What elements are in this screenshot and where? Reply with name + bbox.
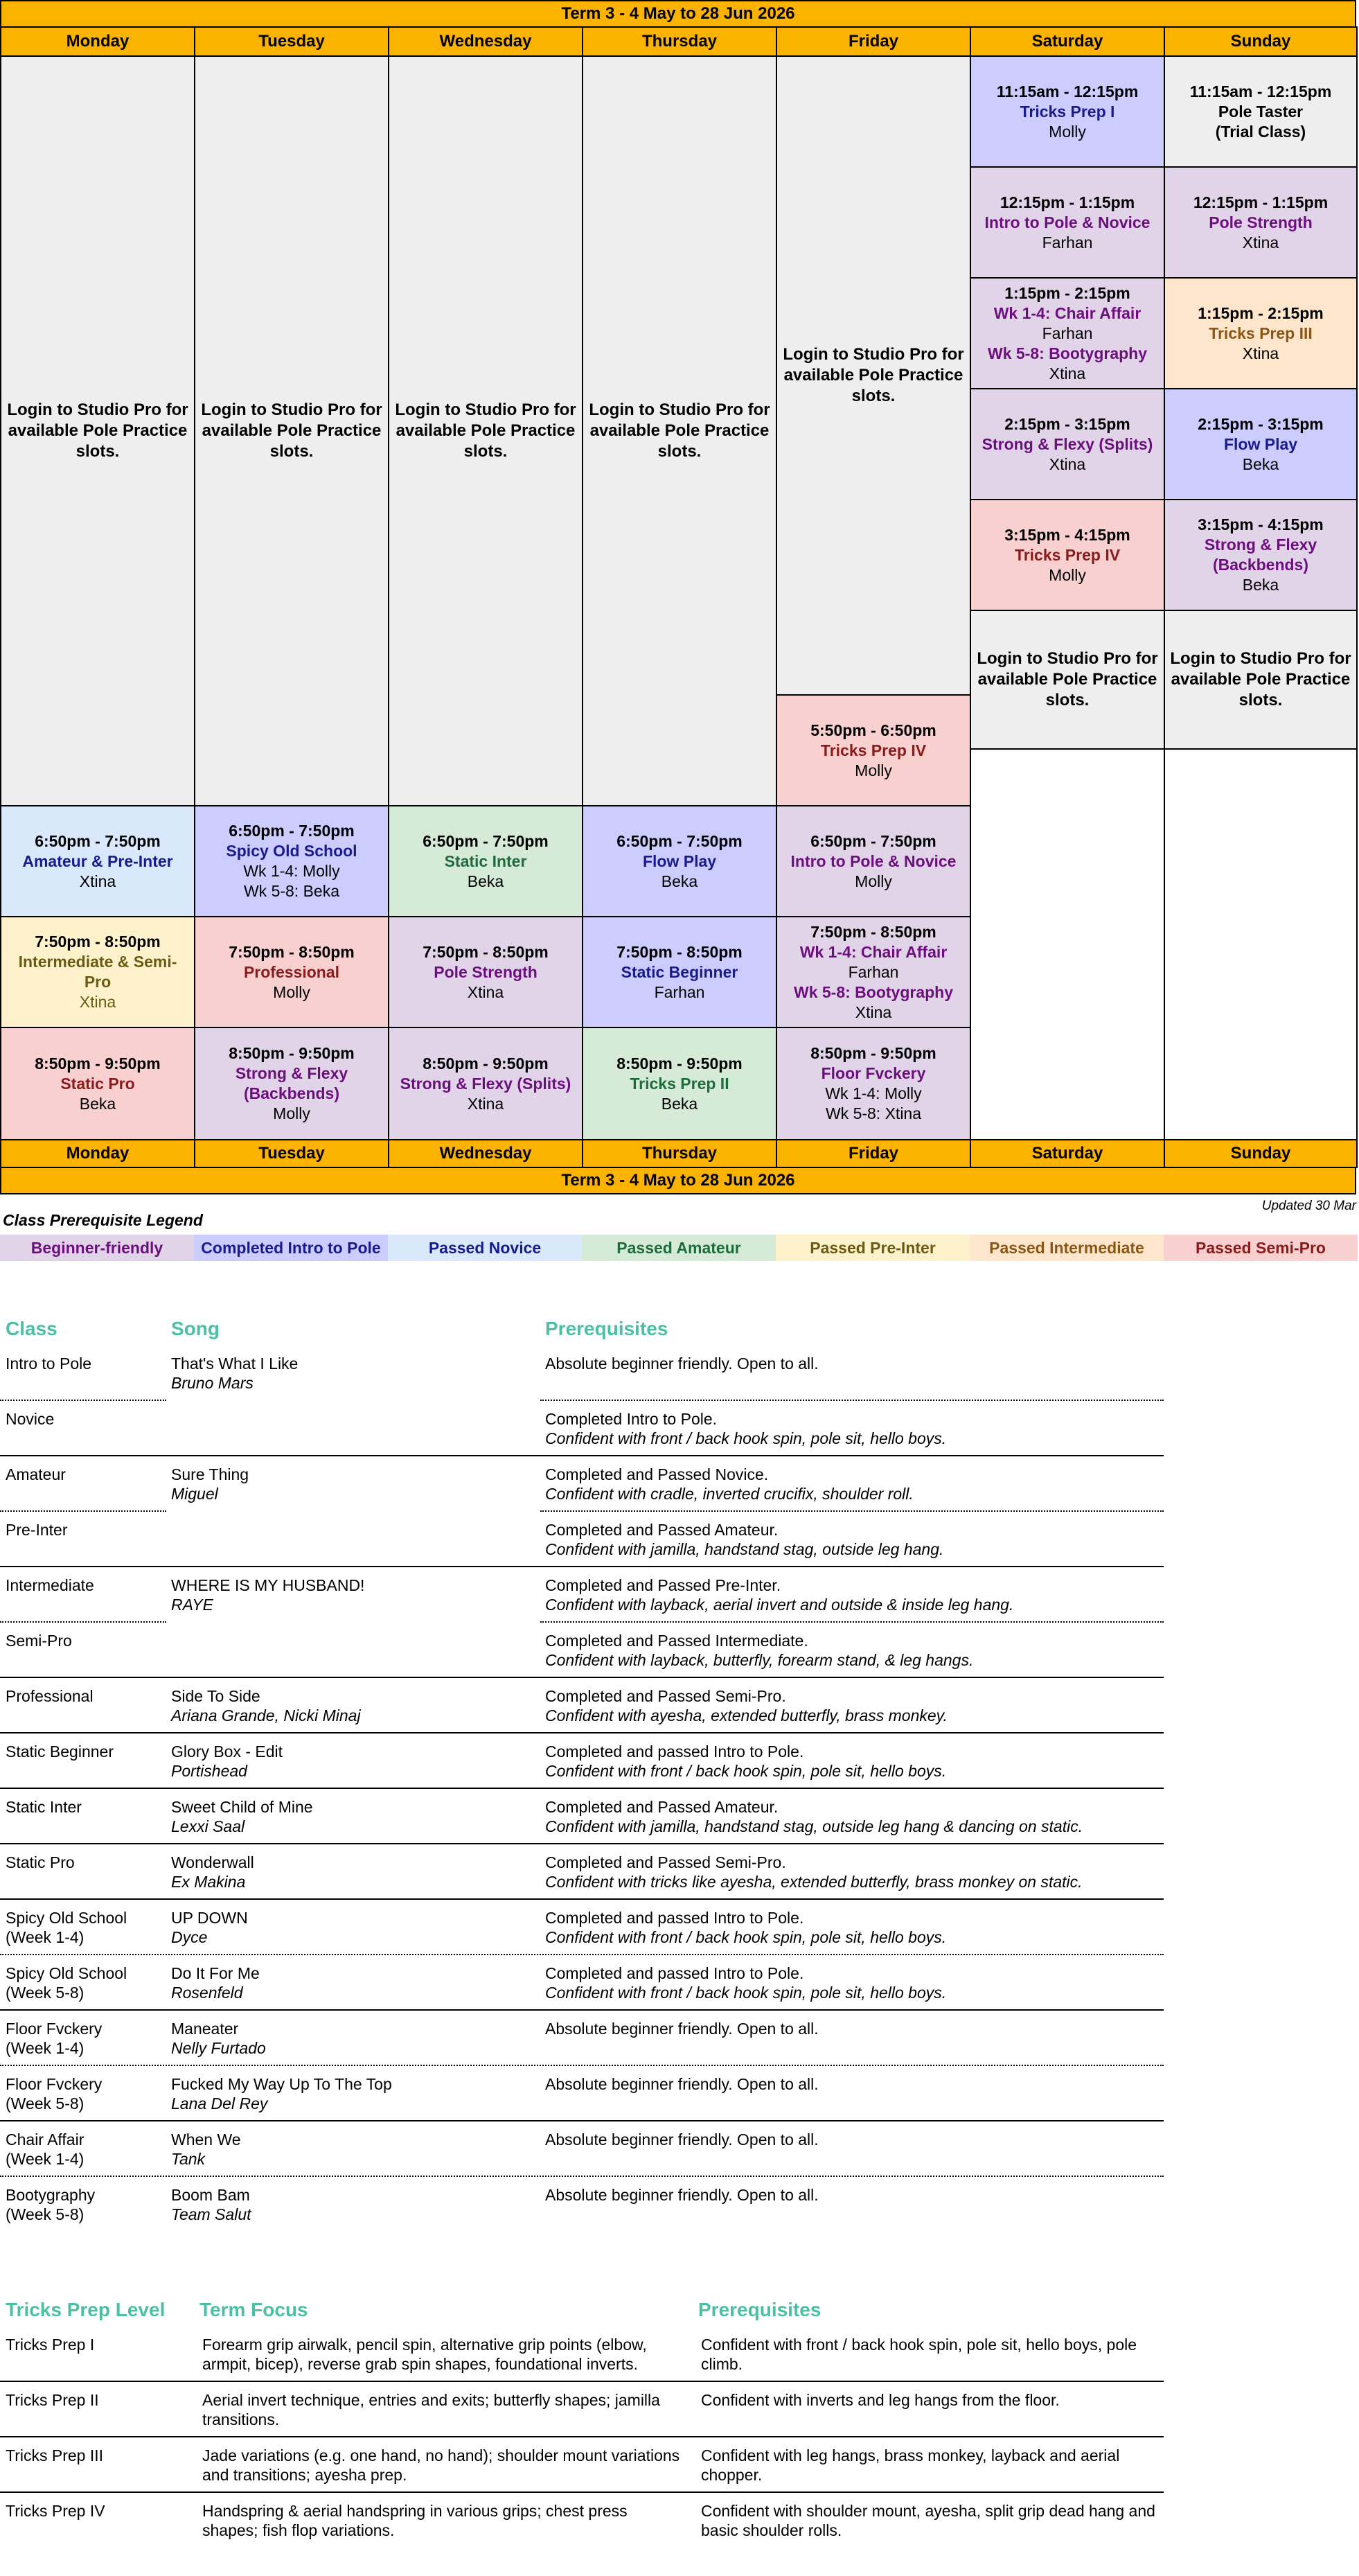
song-title: Glory Box - Edit [171,1743,283,1761]
tricks-prerequisites: Confident with front / back hook spin, pole sit, hello boys, pole climb. [701,2336,1137,2373]
class-slot: 8:50pm - 9:50pm Tricks Prep II Beka [582,1027,777,1140]
class-slot: 11:15am - 12:15pm Tricks Prep I Molly [970,55,1165,168]
class-name-text: Amateur [6,1465,66,1483]
prereq-text: Completed Intro to Pole. [545,1410,718,1428]
song [171,1354,298,1393]
class-name-text: Spicy Old School [6,1964,127,1982]
term-title-top: Term 3 - 4 May to 28 Jun 2026 [0,0,1356,28]
row-divider [0,1677,1164,1678]
song-artist: Team Salut [171,2205,251,2223]
class-slot: 5:50pm - 6:50pm Tricks Prep IV Molly [776,694,971,806]
song [171,1908,248,1947]
table-row [0,1735,1164,1790]
prereq-text: Completed and passed Intro to Pole. [545,1909,804,1927]
song-title: Maneater [171,2020,239,2038]
row-divider [0,2120,1164,2121]
class-name-text: Professional [6,1687,94,1705]
class-name-text: Semi-Pro [6,1632,72,1650]
prereq-text: Completed and Passed Novice. [545,1465,769,1483]
prereq-text: Completed and passed Intro to Pole. [545,1743,804,1761]
song-title: Do It For Me [171,1964,260,1982]
row-divider [0,1954,1164,1955]
legend-item-completed-intro: Completed Intro to Pole [194,1235,388,1261]
class-slot: 1:15pm - 2:15pm Tricks Prep III Xtina [1164,277,1358,389]
class-slot: 6:50pm - 7:50pm Amateur & Pre-Inter Xtina [0,805,195,917]
song-title: UP DOWN [171,1909,248,1927]
tricks-prereq-col-header: Prerequisites [698,2299,821,2320]
class-col-header: Class [6,1318,57,1339]
class-name-text: Intro to Pole [6,1355,92,1373]
table-row [0,1402,1164,1458]
class-name-text: Chair Affair [6,2131,85,2149]
song-title: Sweet Child of Mine [171,1798,313,1816]
row-divider [0,1898,1164,1900]
class-slot: 7:50pm - 8:50pm Pole Strength Xtina [388,916,583,1028]
class-slot: 8:50pm - 9:50pm Static Pro Beka [0,1027,195,1140]
row-divider [0,2065,1164,2066]
class-name [6,1964,127,2002]
prereq-text: Absolute beginner friendly. Open to all. [545,2186,819,2204]
prereq-detail: Confident with layback, butterfly, forearm stand, & leg hangs. [545,1651,974,1669]
class-name-text: Intermediate [6,1576,94,1594]
table-row [0,2328,1164,2383]
class-name [6,2130,84,2169]
table-row [0,2494,1164,2550]
class-slot: 7:50pm - 8:50pm Wk 1-4: Chair Affair Farhan Wk 5-8: Bootygraphy Xtina [776,916,971,1028]
prerequisites [545,1853,1155,1891]
song-artist: Ariana Grande, Nicki Minaj [171,1706,361,1724]
empty-slot [1164,748,1358,1140]
song-artist: Lana Del Rey [171,2094,268,2112]
song-title: Wonderwall [171,1853,254,1871]
class-name-text: Pre-Inter [6,1521,68,1539]
class-name-text: Floor Fvckery [6,2075,103,2093]
prereq-text: Completed and passed Intro to Pole. [545,1964,804,1982]
prerequisites [545,2185,1155,2205]
day-header-thursday: Thursday [582,26,777,57]
day-header-wednesday: Wednesday [388,26,583,57]
tricks-level: Tricks Prep I [6,2336,95,2354]
table-row [0,1679,1164,1735]
day-header-monday: Monday [0,26,195,57]
prerequisites [545,1465,1155,1503]
table-row [0,2439,1164,2494]
row-divider [0,2381,1164,2382]
row-divider [0,1732,1164,1733]
term-focus: Aerial invert technique, entries and exits; butterfly shapes; jamilla transitions. [202,2391,660,2428]
tricks-prerequisites: Confident with leg hangs, brass monkey, layback and aerial chopper. [701,2446,1120,2484]
class-weeks-text: (Week 5-8) [6,2094,85,2112]
song [171,2185,251,2224]
row-divider [0,2491,1164,2493]
class-slot: 12:15pm - 1:15pm Intro to Pole & Novice Farhan [970,166,1165,279]
song-artist: Portishead [171,1762,247,1780]
legend-item-passed-pre-inter: Passed Pre-Inter [776,1235,970,1261]
class-slot: 2:15pm - 3:15pm Strong & Flexy (Splits) Xtina [970,388,1165,500]
prereq-detail: Confident with jamilla, handstand stag, outside leg hang & dancing on static. [545,1817,1083,1835]
song-artist: RAYE [171,1596,213,1614]
class-slot: 12:15pm - 1:15pm Pole Strength Xtina [1164,166,1358,279]
prerequisites [545,1354,1155,1373]
table-row [0,1846,1164,1901]
prereq-text: Completed and Passed Intermediate. [545,1632,808,1650]
day-footer-friday: Friday [776,1139,971,1168]
prereq-text: Completed and Passed Semi-Pro. [545,1687,786,1705]
prereq-detail: Confident with layback, aerial invert and outside & inside leg hang. [545,1596,1014,1614]
class-name [6,1465,66,1484]
class-slot: 6:50pm - 7:50pm Spicy Old School Wk 1-4: Molly Wk 5-8: Beka [194,805,389,917]
row-divider [0,1621,166,1623]
table-row [0,1624,1164,1679]
day-footer-monday: Monday [0,1139,195,1168]
class-name-text: Floor Fvckery [6,2020,103,2038]
prerequisites [545,1520,1155,1559]
prerequisites [545,2019,1155,2038]
row-divider [0,2436,1164,2437]
tricks-level-col-header: Tricks Prep Level [6,2299,166,2320]
class-slot: 6:50pm - 7:50pm Intro to Pole & Novice Molly [776,805,971,917]
tricks-level: Tricks Prep IV [6,2502,105,2520]
class-name [6,1742,114,1761]
class-slot: 7:50pm - 8:50pm Intermediate & Semi-Pro Xtina [0,916,195,1028]
day-footer-wednesday: Wednesday [388,1139,583,1168]
table-row [0,2012,1164,2067]
row-divider [0,1400,166,1401]
table-row [0,2178,1164,2234]
song-title: That's What I Like [171,1355,299,1373]
prereq-detail: Confident with tricks like ayesha, extended butterfly, brass monkey on static. [545,1873,1083,1891]
row-divider [0,1566,1164,1567]
row-divider [0,2176,1164,2177]
class-slot: 1:15pm - 2:15pm Wk 1-4: Chair Affair Farhan Wk 5-8: Bootygraphy Xtina [970,277,1165,389]
term-title-bottom: Term 3 - 4 May to 28 Jun 2026 [0,1167,1356,1194]
tricks-level: Tricks Prep II [6,2391,99,2409]
row-divider [0,1455,1164,1456]
song-title: Side To Side [171,1687,260,1705]
term-focus: Handspring & aerial handspring in various grips; chest press shapes; fish flop variations. [202,2502,628,2539]
practice-slot-thursday: Login to Studio Pro for available Pole Practice slots. [582,55,777,806]
prereq-text: Completed and Passed Amateur. [545,1798,779,1816]
song-title: Sure Thing [171,1465,249,1483]
song [171,1686,361,1725]
song-title: When We [171,2131,241,2149]
song [171,1797,313,1836]
day-footer-sunday: Sunday [1164,1139,1358,1168]
prerequisites [545,2130,1155,2149]
prerequisites [545,1686,1155,1725]
practice-slot-tuesday: Login to Studio Pro for available Pole Practice slots. [194,55,389,806]
song-col-header: Song [171,1318,220,1339]
prereq-col-header: Prerequisites [545,1318,668,1339]
class-name [6,1686,94,1706]
class-slot: 8:50pm - 9:50pm Strong & Flexy (Splits) Xtina [388,1027,583,1140]
class-slot: 6:50pm - 7:50pm Flow Play Beka [582,805,777,917]
row-divider [0,2009,1164,2011]
class-slot: 6:50pm - 7:50pm Static Inter Beka [388,805,583,917]
legend-title: Class Prerequisite Legend [3,1211,203,1229]
class-name [6,1576,94,1595]
term-focus: Forearm grip airwalk, pencil spin, alternative grip points (elbow, armpit, bicep), reverse grab spin shapes, foundational inverts. [202,2336,647,2373]
row-divider [0,1510,166,1512]
row-divider [540,1621,1164,1623]
class-name-text: Static Inter [6,1798,82,1816]
song-artist: Rosenfeld [171,1984,243,2002]
day-footer-saturday: Saturday [970,1139,1165,1168]
song-artist: Bruno Mars [171,1374,254,1392]
table-row [0,1347,1164,1402]
song-artist: Dyce [171,1928,208,1946]
day-header-saturday: Saturday [970,26,1165,57]
table-row [0,1901,1164,1957]
row-divider [540,1400,1164,1401]
song-title: WHERE IS MY HUSBAND! [171,1576,365,1594]
prerequisites [545,2074,1155,2094]
class-name-text: Bootygraphy [6,2186,96,2204]
empty-slot [970,748,1165,1140]
tricks-prerequisites: Confident with shoulder mount, ayesha, split grip dead hang and basic shoulder rolls. [701,2502,1155,2539]
class-name [6,2019,102,2058]
class-name-text: Static Pro [6,1853,75,1871]
table-row [0,1957,1164,2012]
class-weeks-text: (Week 5-8) [6,1984,85,2002]
practice-slot-friday: Login to Studio Pro for available Pole Practice slots. [776,55,971,696]
prereq-detail: Confident with jamilla, handstand stag, outside leg hang. [545,1540,944,1558]
class-slot: 8:50pm - 9:50pm Floor Fvckery Wk 1-4: Molly Wk 5-8: Xtina [776,1027,971,1140]
class-slot: 7:50pm - 8:50pm Professional Molly [194,916,389,1028]
class-name [6,2074,102,2113]
practice-slot-wednesday: Login to Studio Pro for available Pole Practice slots. [388,55,583,806]
prerequisites [545,1631,1155,1670]
row-divider [0,1843,1164,1844]
practice-slot-saturday: Login to Studio Pro for available Pole Practice slots. [970,610,1165,750]
legend-item-passed-novice: Passed Novice [388,1235,582,1261]
row-divider [0,1788,1164,1789]
class-name-text: Static Beginner [6,1743,114,1761]
prerequisites [545,1576,1155,1614]
table-row [0,1513,1164,1569]
class-slot: 11:15am - 12:15pm Pole Taster (Trial Class) [1164,55,1358,168]
day-footer-tuesday: Tuesday [194,1139,389,1168]
legend-item-beginner-friendly: Beginner-friendly [0,1235,194,1261]
song-title: Fucked My Way Up To The Top [171,2075,392,2093]
day-footer-thursday: Thursday [582,1139,777,1168]
class-name-text: Spicy Old School [6,1909,127,1927]
legend-item-passed-semi-pro: Passed Semi-Pro [1164,1235,1358,1261]
prereq-text: Completed and Passed Amateur. [545,1521,779,1539]
song-artist: Lexxi Saal [171,1817,245,1835]
prereq-text: Absolute beginner friendly. Open to all. [545,2075,819,2093]
prerequisites [545,1908,1155,1947]
prereq-detail: Confident with ayesha, extended butterfly, brass monkey. [545,1706,948,1724]
tricks-level: Tricks Prep III [6,2446,103,2464]
prereq-text: Absolute beginner friendly. Open to all. [545,1355,819,1373]
table-row [0,2123,1164,2178]
practice-slot-sunday: Login to Studio Pro for available Pole Practice slots. [1164,610,1358,750]
practice-slot-monday: Login to Studio Pro for available Pole Practice slots. [0,55,195,806]
class-slot: 8:50pm - 9:50pm Strong & Flexy (Backbends) Molly [194,1027,389,1140]
prerequisites [545,1964,1155,2002]
prerequisites [545,1797,1155,1836]
term-focus: Jade variations (e.g. one hand, no hand); shoulder mount variations and transitions; ayesha prep. [202,2446,680,2484]
prereq-text: Completed and Passed Pre-Inter. [545,1576,781,1594]
table-row [0,2067,1164,2123]
table-row [0,1569,1164,1624]
class-name [6,1797,82,1817]
song-title: Boom Bam [171,2186,250,2204]
tricks-prerequisites: Confident with inverts and leg hangs from the floor. [701,2391,1060,2409]
class-weeks-text: (Week 1-4) [6,1928,85,1946]
table-row [0,1790,1164,1846]
class-slot: 3:15pm - 4:15pm Tricks Prep IV Molly [970,499,1165,611]
row-divider [540,1510,1164,1512]
prereq-detail: Confident with front / back hook spin, pole sit, hello boys. [545,1429,947,1447]
day-header-tuesday: Tuesday [194,26,389,57]
term-focus-col-header: Term Focus [199,2299,308,2320]
class-name [6,1853,75,1872]
prerequisites [545,1409,1155,1448]
table-row [0,2383,1164,2439]
prereq-text: Completed and Passed Semi-Pro. [545,1853,786,1871]
class-name-text: Novice [6,1410,55,1428]
day-header-sunday: Sunday [1164,26,1358,57]
prereq-detail: Confident with front / back hook spin, pole sit, hello boys. [545,1928,947,1946]
song [171,1465,249,1503]
prereq-text: Absolute beginner friendly. Open to all. [545,2020,819,2038]
class-name [6,1520,67,1540]
song [171,2019,266,2058]
song-artist: Miguel [171,1485,218,1503]
song [171,1576,364,1614]
prerequisites [545,1742,1155,1781]
prereq-text: Absolute beginner friendly. Open to all. [545,2131,819,2149]
song-artist: Ex Makina [171,1873,246,1891]
song [171,2074,392,2113]
legend-item-passed-amateur: Passed Amateur [582,1235,776,1261]
class-weeks-text: (Week 1-4) [6,2039,85,2057]
updated-note: Updated 30 Mar [1261,1199,1356,1213]
day-header-friday: Friday [776,26,971,57]
class-name [6,1409,54,1429]
song [171,2130,241,2169]
table-row [0,1458,1164,1513]
prereq-detail: Confident with cradle, inverted crucifix, shoulder roll. [545,1485,914,1503]
class-slot: 3:15pm - 4:15pm Strong & Flexy (Backbends) Beka [1164,499,1358,611]
class-slot: 2:15pm - 3:15pm Flow Play Beka [1164,388,1358,500]
song [171,1853,254,1891]
song-artist: Nelly Furtado [171,2039,266,2057]
class-weeks-text: (Week 1-4) [6,2150,85,2168]
song [171,1964,260,2002]
legend-item-passed-intermediate: Passed Intermediate [970,1235,1164,1261]
class-name [6,1908,127,1947]
class-weeks-text: (Week 5-8) [6,2205,85,2223]
class-slot: 7:50pm - 8:50pm Static Beginner Farhan [582,916,777,1028]
class-name [6,2185,95,2224]
prereq-detail: Confident with front / back hook spin, pole sit, hello boys. [545,1762,947,1780]
prereq-detail: Confident with front / back hook spin, pole sit, hello boys. [545,1984,947,2002]
song [171,1742,283,1781]
class-name [6,1631,72,1650]
class-name [6,1354,91,1373]
song-artist: Tank [171,2150,206,2168]
